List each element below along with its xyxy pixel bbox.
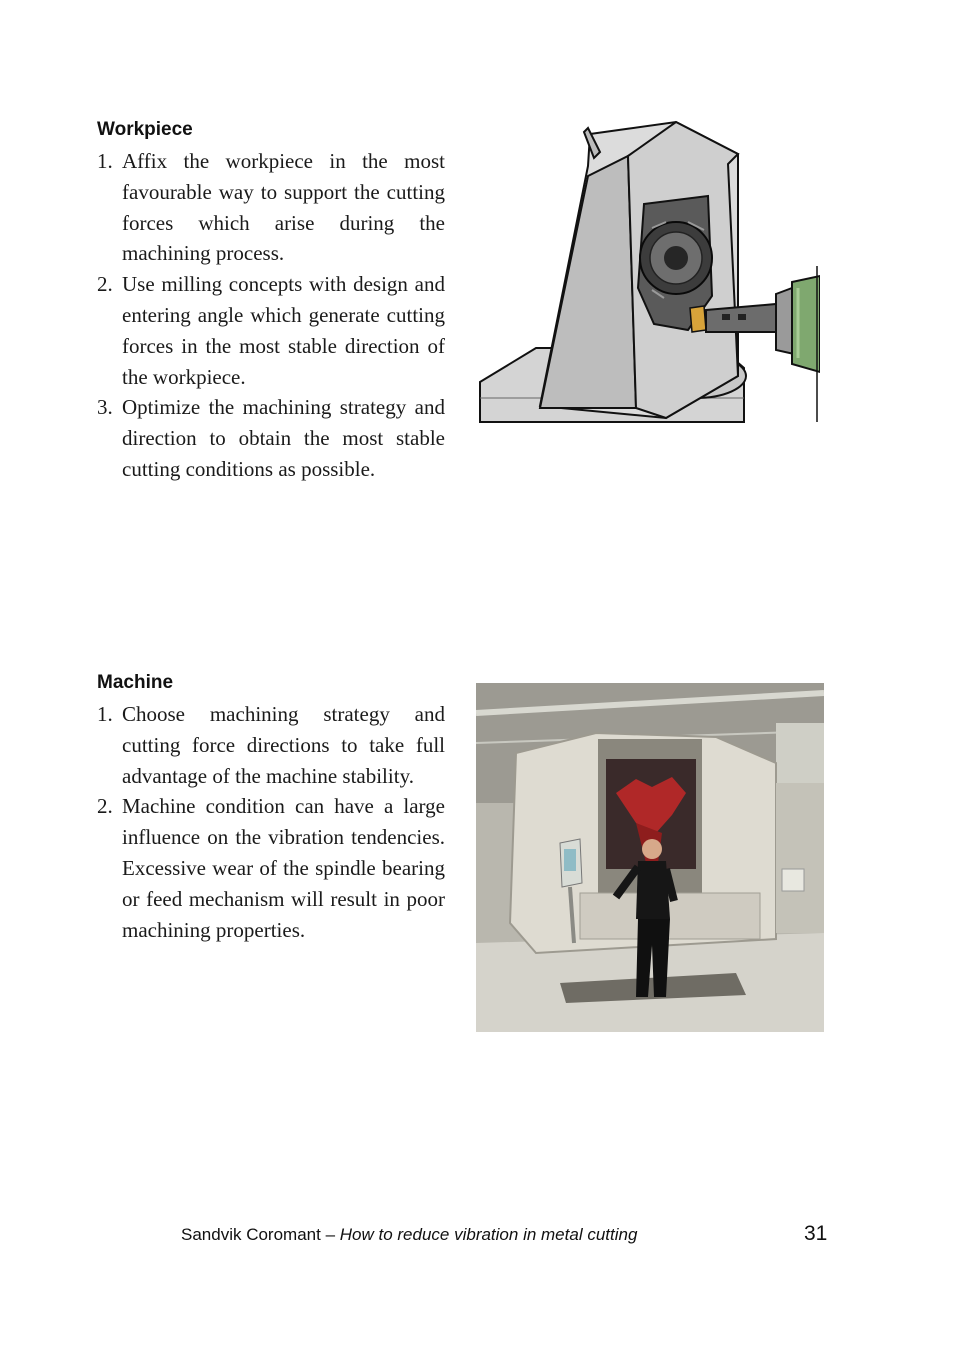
fixture-drawing xyxy=(476,118,820,424)
workpiece-heading: Workpiece xyxy=(97,119,193,140)
machine-photo-drawing xyxy=(476,683,824,1032)
machine-heading: Machine xyxy=(97,672,174,693)
list-item xyxy=(97,269,445,392)
item-number: 3. xyxy=(97,395,113,420)
item-text: Choose machining strategy and cutting force directions to take full advantage of the machine stability. xyxy=(122,702,445,788)
page-footer xyxy=(181,1225,637,1245)
item-number: 2. xyxy=(97,272,113,297)
machine-list xyxy=(97,699,445,945)
list-item xyxy=(97,699,445,791)
item-number: 2. xyxy=(97,794,113,819)
item-number: 1. xyxy=(97,702,113,726)
workpiece-list xyxy=(97,146,445,485)
item-text: Affix the workpiece in the most favourable way to support the cutting forces which arise during the machining process. xyxy=(122,149,445,266)
workpiece-fixture-illustration xyxy=(476,118,820,424)
list-item xyxy=(97,146,445,269)
item-text: Use milling concepts with design and entering angle which generate cutting forces in the most stable direction of the workpiece. xyxy=(122,272,445,389)
footer-title: How to reduce vibration in metal cutting xyxy=(339,1225,638,1244)
item-text: Optimize the machining strategy and direction to obtain the most stable cutting conditions as possible. xyxy=(122,395,445,481)
machine-section xyxy=(97,671,445,945)
list-item xyxy=(97,791,445,945)
footer-publisher: Sandvik Coromant – xyxy=(181,1225,340,1244)
item-text: Machine condition can have a large influence on the vibration tendencies. Excessive wear of the spindle bearing or feed mechanism will result in poor machining properties. xyxy=(122,794,445,942)
machine-photo xyxy=(476,683,824,1032)
list-item xyxy=(97,392,445,484)
item-number: 1. xyxy=(97,149,113,173)
page-number: 31 xyxy=(804,1222,828,1245)
workpiece-section xyxy=(97,118,445,485)
